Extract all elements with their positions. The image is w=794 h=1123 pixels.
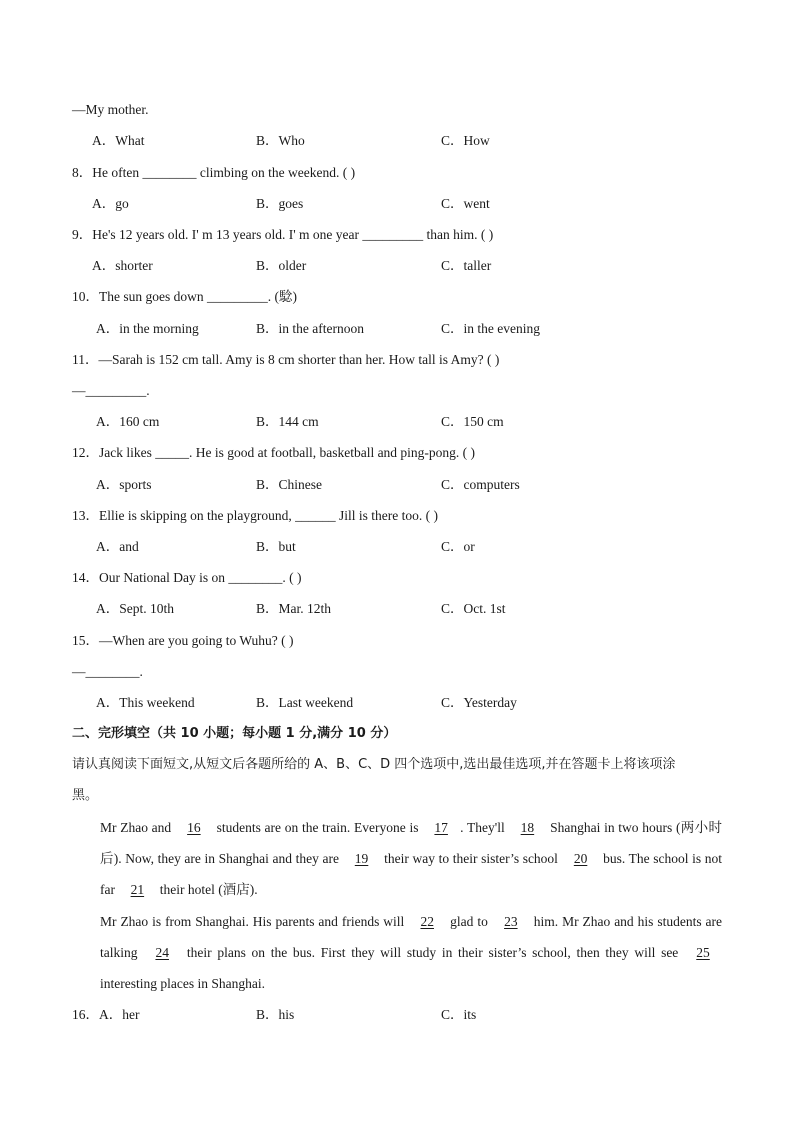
passage-text: students are on the train. Everyone is xyxy=(212,820,423,835)
q12-options xyxy=(0,476,794,494)
section-2-instruction-cont: 黑。 xyxy=(72,788,99,803)
blank-17: 17 xyxy=(434,820,448,835)
q8-stem: 8．He often ________ climbing on the weekend. ( ) xyxy=(72,165,356,180)
q11-answer-line: —_________. xyxy=(72,383,150,398)
passage-text: interesting places in Shanghai. xyxy=(100,976,265,991)
blank-22: 22 xyxy=(420,914,434,929)
q15-option-c: C．Yesterday xyxy=(441,695,517,710)
q13-options xyxy=(0,538,794,556)
q16-options xyxy=(0,1006,794,1024)
q14-option-b: B．Mar. 12th xyxy=(256,601,332,616)
passage-text: their hotel (酒店). xyxy=(156,882,258,897)
q10-options xyxy=(0,320,794,338)
q13-option-b: B．but xyxy=(256,539,296,554)
q12-option-c: C．computers xyxy=(441,477,520,492)
q13-option-a: A．and xyxy=(96,539,139,554)
passage-text: him. Mr Zhao and his students are talking xyxy=(100,914,722,960)
q16-stem-option-a: 16．A．her xyxy=(72,1007,140,1022)
q7-option-c: C．How xyxy=(441,133,490,148)
cloze-paragraph-1 xyxy=(72,812,722,905)
blank-21: 21 xyxy=(130,882,145,897)
q15-stem: 15．—When are you going to Wuhu? ( ) xyxy=(72,633,294,648)
passage-text: Mr Zhao is from Shanghai. His parents and friends will xyxy=(100,914,409,929)
q15-option-b: B．Last weekend xyxy=(256,695,354,710)
q15-answer-line: —________. xyxy=(72,664,143,679)
q9-option-c: C．taller xyxy=(441,258,492,273)
q10-option-a: A．in the morning xyxy=(96,321,199,336)
passage-text: Shanghai in two hours (两小时后). Now, they are in Shanghai and they are xyxy=(100,820,722,866)
q11-option-c: C．150 cm xyxy=(441,414,504,429)
q16-option-c: C．its xyxy=(441,1007,477,1022)
blank-23: 23 xyxy=(504,914,518,929)
blank-24: 24 xyxy=(155,945,169,960)
q12-option-a: A．sports xyxy=(96,477,152,492)
q12-option-b: B．Chinese xyxy=(256,477,322,492)
q7-answer-line: —My mother. xyxy=(72,102,149,117)
cloze-paragraph-2 xyxy=(72,906,722,999)
q9-stem: 9．He's 12 years old. I' m 13 years old. I' m one year _________ than him. ( ) xyxy=(72,227,494,242)
q9-options xyxy=(0,257,794,275)
passage-text: bus. The school is not far xyxy=(100,851,722,897)
passage-text: Mr Zhao and xyxy=(100,820,175,835)
blank-25: 25 xyxy=(696,945,710,960)
passage-text: glad to xyxy=(446,914,492,929)
q9-option-a: A．shorter xyxy=(92,258,153,273)
q14-options xyxy=(0,600,794,618)
passage-text: their way to their sister’s school xyxy=(380,851,562,866)
q13-stem: 13．Ellie is skipping on the playground, ______ Jill is there too. ( ) xyxy=(72,508,438,523)
q16-option-b: B．his xyxy=(256,1007,295,1022)
q12-stem: 12．Jack likes _____. He is good at football, basketball and ping-pong. ( ) xyxy=(72,445,476,460)
q11-stem: 11．—Sarah is 152 cm tall. Amy is 8 cm shorter than her. How tall is Amy? ( ) xyxy=(72,352,500,367)
q11-options xyxy=(0,413,794,431)
q14-option-a: A．Sept. 10th xyxy=(96,601,175,616)
q15-options xyxy=(0,694,794,712)
q7-options xyxy=(0,132,794,150)
passage-text: . They'll xyxy=(460,820,509,835)
q7-option-a: A．What xyxy=(92,133,145,148)
q11-option-a: A．160 cm xyxy=(96,414,160,429)
blank-19: 19 xyxy=(354,851,369,866)
section-2-instruction: 请认真阅读下面短文,从短文后各题所给的 A、B、C、D 四个选项中,选出最佳选项,并在答题卡上将该项涂 xyxy=(72,757,676,772)
q8-option-b: B．goes xyxy=(256,196,304,211)
blank-16: 16 xyxy=(187,820,201,835)
q10-option-b: B．in the afternoon xyxy=(256,321,364,336)
q8-option-c: C．went xyxy=(441,196,490,211)
q15-option-a: A．This weekend xyxy=(96,695,195,710)
q10-stem: 10．The sun goes down _________. (騐) xyxy=(72,289,297,304)
q8-option-a: A．go xyxy=(92,196,129,211)
q11-option-b: B．144 cm xyxy=(256,414,319,429)
section-2-title: 二、完形填空（共 10 小题；每小题 1 分,满分 10 分） xyxy=(72,726,397,741)
q7-option-b: B．Who xyxy=(256,133,305,148)
passage-text: their plans on the bus. First they will study in their sister’s school, then they will see xyxy=(181,945,685,960)
q14-stem: 14．Our National Day is on ________. ( ) xyxy=(72,570,302,585)
q14-option-c: C．Oct. 1st xyxy=(441,601,506,616)
q9-option-b: B．older xyxy=(256,258,307,273)
q8-options xyxy=(0,195,794,213)
q13-option-c: C．or xyxy=(441,539,475,554)
blank-20: 20 xyxy=(573,851,588,866)
q10-option-c: C．in the evening xyxy=(441,321,540,336)
blank-18: 18 xyxy=(520,820,535,835)
